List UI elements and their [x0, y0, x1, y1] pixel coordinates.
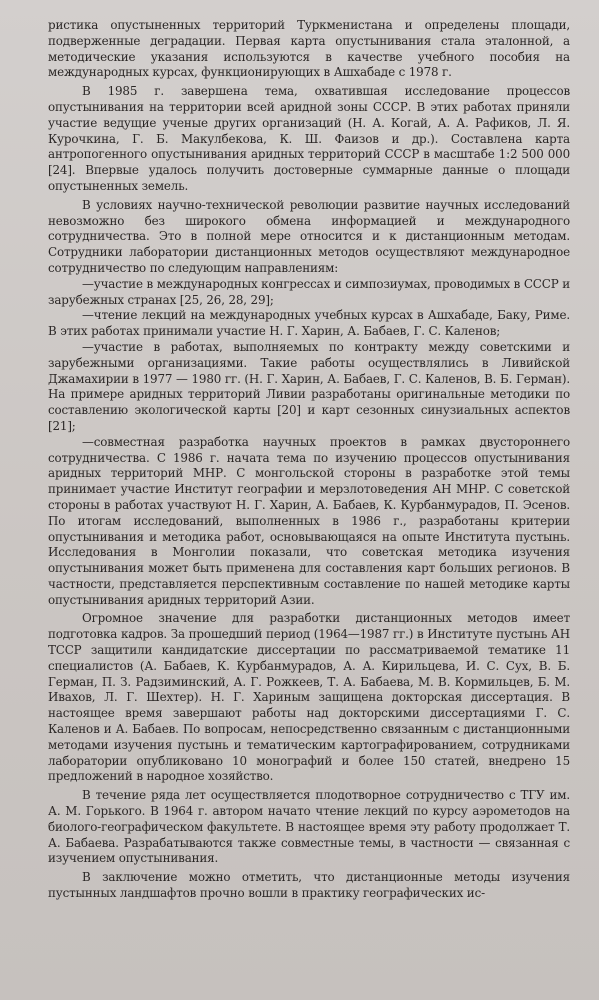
- paragraph-10: В заключение можно отметить, что дистанционные методы изучения пустынных ландшафтов прочно вошли в практику географических ис-: [48, 870, 570, 901]
- paragraph-7: —совместная разработка научных проектов в рамках двустороннего сотрудничества. С 1986 г. начата тема по изучению процессов опустынивания аридных территорий МНР. С монгольской стороны в разработке этой темы принимает участие Институт географии и мерзлотоведения АН МНР. С советской стороны в работах участвуют Н. Г. Харин, А. Бабаев, К. Курбанмурадов, П. Эсенов. По итогам исследований, выполненных в 1986 г., разработаны критерии опустынивания и методика работ, основывающаяся на опыте Института пустынь. Исследования в Монголии показали, что советская методика изучения опустынивания может быть применена для составления карт больших регионов. В частности, представляется перспективным составление по нашей методике карты опустынивания аридных территорий Азии.: [48, 434, 570, 607]
- paragraph-3: В условиях научно-технической революции развитие научных исследований невозможно без широкого обмена информацией и международного сотрудничества. Это в полной мере относится и к дистанционным методам. Сотрудники лаборатории дистанционных методов осуществляют международное сотрудничество по следующим направлениям:: [48, 197, 570, 275]
- paragraph-5: —чтение лекций на международных учебных курсах в Ашхабаде, Баку, Риме. В этих работах принимали участие Н. Г. Харин, А. Бабаев, Г. С. Каленов;: [48, 308, 570, 339]
- paragraph-2: В 1985 г. завершена тема, охватившая исследование процессов опустынивания на территории всей аридной зоны СССР. В этих работах приняли участие ведущие ученые других организаций (Н. А. Когай, А. А. Рафиков, Л. Я. Курочкина, Г. Б. Макулбекова, К. Ш. Фаизов и др.). Составлена карта антропогенного опустынивания аридных территорий СССР в масштабе 1:2 500 000 [24]. Впервые удалось получить достоверные суммарные данные о площади опустыненных земель.: [48, 84, 570, 193]
- paragraph-6: —участие в работах, выполняемых по контракту между советскими и зарубежными организациями. Такие работы осуществлялись в Ливийской Джамахирии в 1977 — 1980 гг. (Н. Г. Харин, А. Бабаев, Г. С. Каленов, В. Б. Герман). На примере аридных территорий Ливии разработаны оригинальные методики по составлению экологической карты [20] и карт сезонных синузиальных аспектов [21];: [48, 339, 570, 433]
- paragraph-1: ристика опустыненных территорий Туркменистана и определены площади, подверженные деградации. Первая карта опустынивания стала эталонной, а методические указания используются в качестве учебного пособия на международных курсах, функционирующих в Ашхабаде с 1978 г.: [48, 18, 570, 80]
- paragraph-4: —участие в международных конгрессах и симпозиумах, проводимых в СССР и зарубежных странах [25, 26, 28, 29];: [48, 276, 570, 307]
- page-text: [48, 18, 570, 902]
- paragraph-8: Огромное значение для разработки дистанционных методов имеет подготовка кадров. За прошедший период (1964—1987 гг.) в Институте пустынь АН ТССР защитили кандидатские диссертации по рассматриваемой тематике 11 специалистов (А. Бабаев, К. Курбанмурадов, А. А. Кирильцева, И. С. Сух, В. Б. Герман, П. З. Радзиминский, А. Г. Рожкеев, Т. А. Бабаева, М. В. Кормильцев, Б. М. Ивахов, Л. Г. Шехтер). Н. Г. Хариным защищена докторская диссертация. В настоящее время завершают работы над докторскими диссертациями Г. С. Каленов и А. Бабаев. По вопросам, непосредственно связанным с дистанционными методами изучения пустынь и тематическим картографированием, сотрудниками лаборатории опубликовано 10 монографий и более 150 статей, внедрено 15 предложений в народное хозяйство.: [48, 611, 570, 784]
- paragraph-9: В течение ряда лет осуществляется плодотворное сотрудничество с ТГУ им. А. М. Горького. В 1964 г. автором начато чтение лекций по курсу аэрометодов на биолого-географическом факультете. В настоящее время эту работу продолжает Т. А. Бабаева. Разрабатываются также совместные темы, в частности — связанная с изучением опустынивания.: [48, 788, 570, 866]
